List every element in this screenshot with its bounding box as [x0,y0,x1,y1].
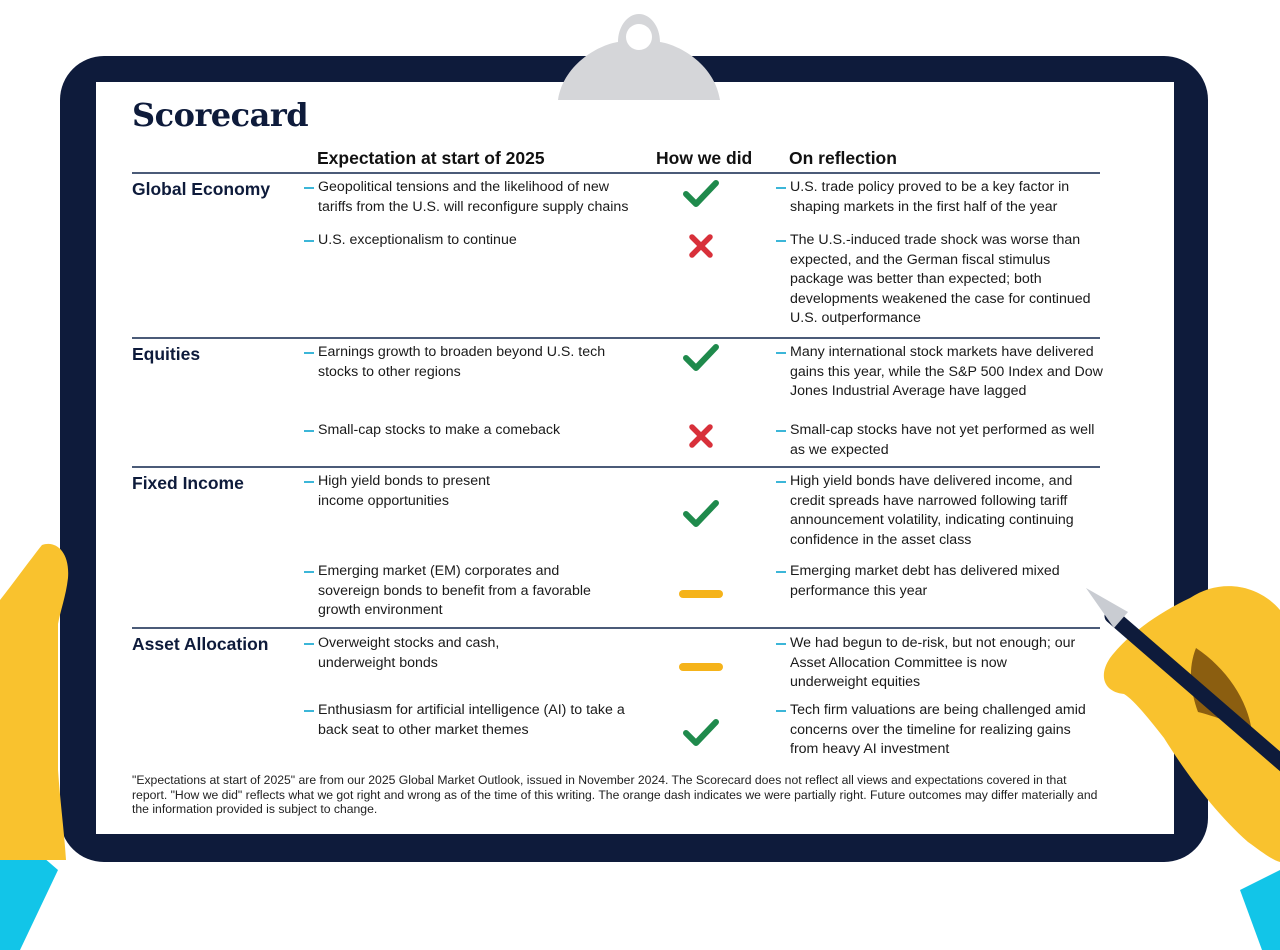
reflection-item: Emerging market debt has delivered mixed performance this year [776,562,1076,601]
reflection-item: U.S. trade policy proved to be a key factor in shaping markets in the first half of the year [776,178,1106,217]
category-global-economy: Global Economy [132,179,271,199]
reflection-item: Many international stock markets have delivered gains this year, while the S&P 500 Index and Dow Jones Industrial Average have lagged [776,343,1106,402]
expectation-item: Emerging market (EM) corporates and sovereign bonds to benefit from a favorable growth environment [304,562,604,621]
category-fixed-income: Fixed Income [132,473,244,493]
reflection-item: Small-cap stocks have not yet performed as well as we expected [776,421,1106,460]
expectation-item: Geopolitical tensions and the likelihood of new tariffs from the U.S. will reconfigure supply chains [304,178,634,217]
reflection-item: High yield bonds have delivered income, and credit spreads have narrowed following tariff announcement volatility, indicating continuing confidence in the asset class [776,472,1106,550]
category-asset-allocation: Asset Allocation [132,634,269,654]
expectation-item: High yield bonds to present income opportunities [304,472,504,511]
footnote: "Expectations at start of 2025" are from our 2025 Global Market Outlook, issued in November 2024. The Scorecard does not reflect all views and expectations covered in that report. "How we did" reflects what we got right and wrong as of the time of this writing. The orange dash indicates we were partially right. Future outcomes may differ materially and the information provided is subject to change. [132,773,1098,817]
expectation-item: Earnings growth to broaden beyond U.S. tech stocks to other regions [304,343,634,382]
expectation-item: Enthusiasm for artificial intelligence (AI) to take a back seat to other market themes [304,701,634,740]
expectation-item: Overweight stocks and cash, underweight bonds [304,634,514,673]
reflection-item: The U.S.-induced trade shock was worse than expected, and the German fiscal stimulus package was better than expected; both developments weakened the case for continued U.S. outperformance [776,231,1106,329]
reflection-item: Tech firm valuations are being challenged amid concerns over the timeline for realizing gains from heavy AI investment [776,701,1096,760]
expectation-item: U.S. exceptionalism to continue [304,231,634,251]
reflection-item: We had begun to de-risk, but not enough; our Asset Allocation Committee is now underweight equities [776,634,1076,693]
column-header-how-we-did: How we did [656,148,753,168]
left-hand-illustration [0,544,68,860]
page-title: Scorecard [132,96,309,134]
column-header-reflection: On reflection [789,148,897,168]
expectation-item: Small-cap stocks to make a comeback [304,421,634,441]
category-equities: Equities [132,344,201,364]
column-header-expectation: Expectation at start of 2025 [317,148,545,168]
